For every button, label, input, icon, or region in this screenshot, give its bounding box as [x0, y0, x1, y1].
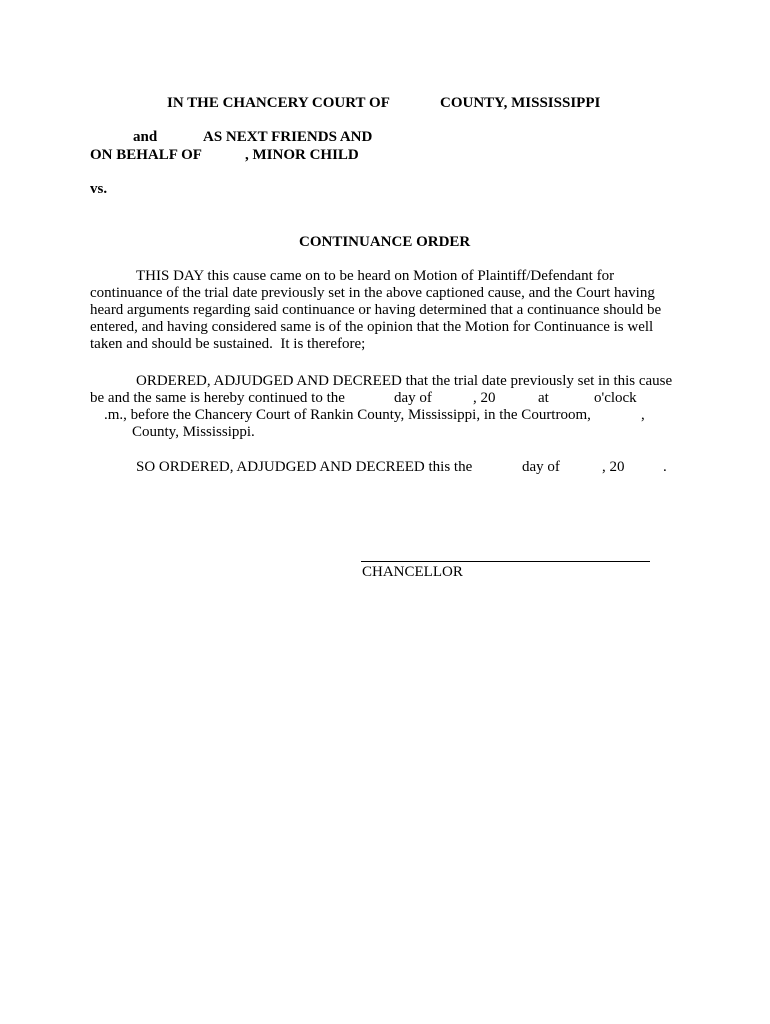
order-title: CONTINUANCE ORDER — [299, 234, 471, 250]
para2-line4: County, Mississippi. — [132, 424, 255, 440]
parties-and: and — [133, 129, 158, 145]
para2-line2-at: at — [538, 390, 549, 406]
para1-line4: entered, and having considered same is of the opinion that the Motion for Continuance is well — [90, 319, 654, 335]
para3-start: SO ORDERED, ADJUDGED AND DECREED this the — [136, 459, 473, 475]
para1-line3: heard arguments regarding said continuance or having determined that a continuance should be — [90, 302, 662, 318]
para2-line1: ORDERED, ADJUDGED AND DECREED that the trial date previously set in this cause — [136, 373, 673, 389]
para1-line5: taken and should be sustained. It is therefore; — [90, 336, 366, 352]
court-county: COUNTY, MISSISSIPPI — [440, 95, 601, 111]
para2-line2-start: be and the same is hereby continued to the — [90, 390, 345, 406]
para2-line2-oclock: o'clock — [594, 390, 637, 406]
para2-line3-comma: , — [641, 407, 645, 423]
court-title: IN THE CHANCERY COURT OF — [167, 95, 390, 111]
para2-line3-start: .m., before the Chancery Court of Rankin County, Mississippi, in the Courtroom, — [104, 407, 591, 423]
para3-period: . — [663, 459, 667, 475]
signature-label: CHANCELLOR — [362, 564, 463, 580]
para1-line1: THIS DAY this cause came on to be heard on Motion of Plaintiff/Defendant for — [136, 268, 615, 284]
para2-line2-year: , 20 — [473, 390, 496, 406]
parties-minor-child: , MINOR CHILD — [245, 147, 359, 163]
para3-year: , 20 — [602, 459, 625, 475]
para3-day-of: day of — [522, 459, 560, 475]
signature-line — [361, 561, 650, 562]
para2-line2-day-of: day of — [394, 390, 432, 406]
parties-versus: vs. — [90, 181, 108, 197]
parties-next-friends: AS NEXT FRIENDS AND — [203, 129, 373, 145]
parties-on-behalf-of: ON BEHALF OF — [90, 147, 202, 163]
para1-line2: continuance of the trial date previously set in the above captioned cause, and the Court having — [90, 285, 655, 301]
